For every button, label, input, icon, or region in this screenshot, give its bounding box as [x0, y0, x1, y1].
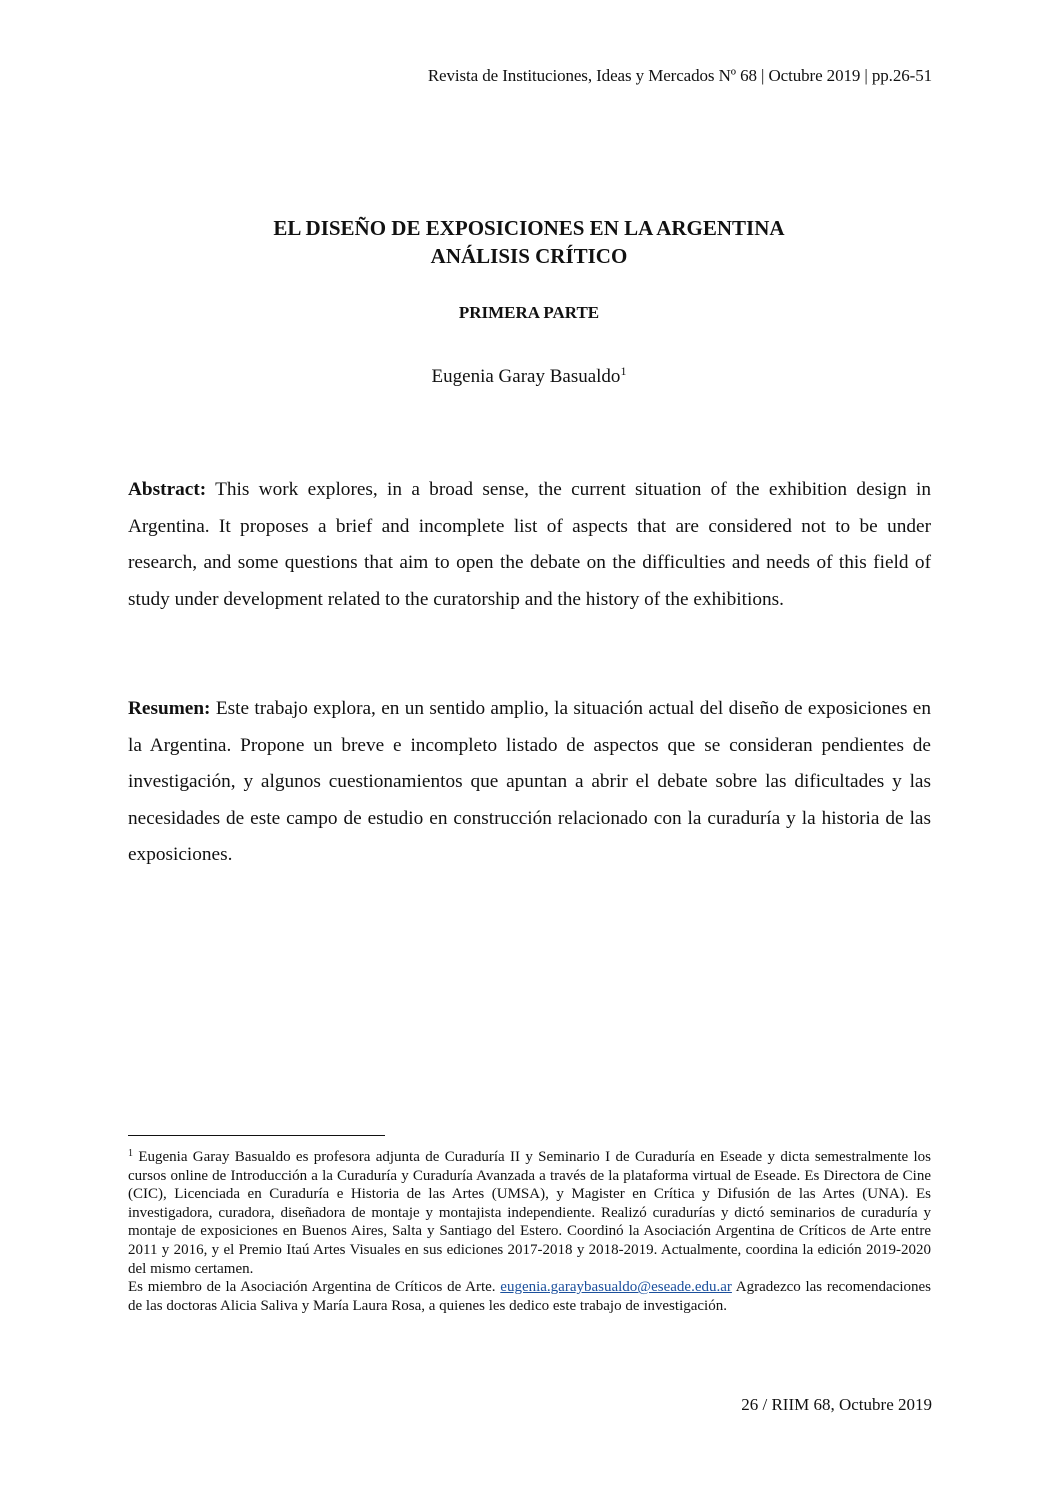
part-label: PRIMERA PARTE — [458, 303, 600, 322]
footnote-text-2b: Agradezco las recomendaciones de las doctoras Alicia Saliva y María Laura Rosa, a quienes les dedico este trabajo de investigación. — [128, 1279, 931, 1314]
author-footnote-mark[interactable]: 1 — [620, 364, 627, 378]
footnote-text-2a: Es miembro de la Asociación Argentina de Críticos de Arte. — [128, 1279, 501, 1296]
footnote-text-1: Eugenia Garay Basualdo es profesora adjunta de Curaduría II y Seminario I de Curaduría en Eseade y dicta semestralmente los cursos online de Introducción a la Curaduría y Curaduría Avanzada a través de la plataforma virtual de Eseade. Es Directora de Cine (CIC), Licenciada en Curaduría e Historia de las Artes (UMSA), y Magister en Crítica y Difusión de las Artes (UNA). Es investigadora, curadora, diseñadora de montaje y montajista independiente. Realizó curadurías y dictó seminarios de curaduría y montaje de exposiciones en Buenos Aires, Salta y Santiago del Estero. Coordinó la Asociación Argentina de Críticos de Arte entre 2011 y 2016, y el Premio Itaú Artes Visuales en sus ediciones 2017-2018 y 2018-2019. Actualmente, coordina la edición 2019-2020 del mismo certamen. — [128, 1149, 931, 1277]
resumen-label: Resumen: — [128, 698, 211, 719]
footnote-divider — [128, 1135, 385, 1136]
footnote-mark: 1 — [128, 1148, 133, 1159]
footnote — [128, 1145, 931, 1315]
resumen-paragraph — [128, 691, 931, 874]
author-name: Eugenia Garay Basualdo — [431, 366, 621, 387]
author-email-link[interactable]: eugenia.garaybasualdo@eseade.edu.ar — [500, 1279, 732, 1296]
title-line-2: ANÁLISIS CRÍTICO — [430, 244, 628, 268]
running-header: Revista de Instituciones, Ideas y Mercados Nº 68 | Octubre 2019 | pp.26-51 — [427, 66, 932, 85]
abstract-paragraph — [128, 472, 931, 618]
author-byline — [0, 364, 1058, 388]
footnote-paragraph-2 — [128, 1278, 931, 1315]
page-footer: 26 / RIIM 68, Octubre 2019 — [741, 1395, 932, 1414]
footnote-paragraph-1 — [128, 1145, 931, 1278]
abstract-label: Abstract: — [128, 479, 207, 500]
resumen-text: Este trabajo explora, en un sentido amplio, la situación actual del diseño de exposiciones en la Argentina. Propone un breve e incompleto listado de aspectos que se consideran pendientes de investigación, y algunos cuestionamientos que apuntan a abrir el debate sobre las dificultades y las necesidades de este campo de estudio en construcción relacionado con la curaduría y la historia de las exposiciones. — [128, 698, 931, 865]
abstract-text: This work explores, in a broad sense, the current situation of the exhibition design in Argentina. It proposes a brief and incomplete list of aspects that are considered not to be under research, and some questions that aim to open the debate on the difficulties and needs of this field of study under development related to the curatorship and the history of the exhibitions. — [128, 479, 931, 610]
title-line-1: EL DISEÑO DE EXPOSICIONES EN LA ARGENTINA — [273, 216, 785, 240]
article-title — [0, 214, 1058, 270]
